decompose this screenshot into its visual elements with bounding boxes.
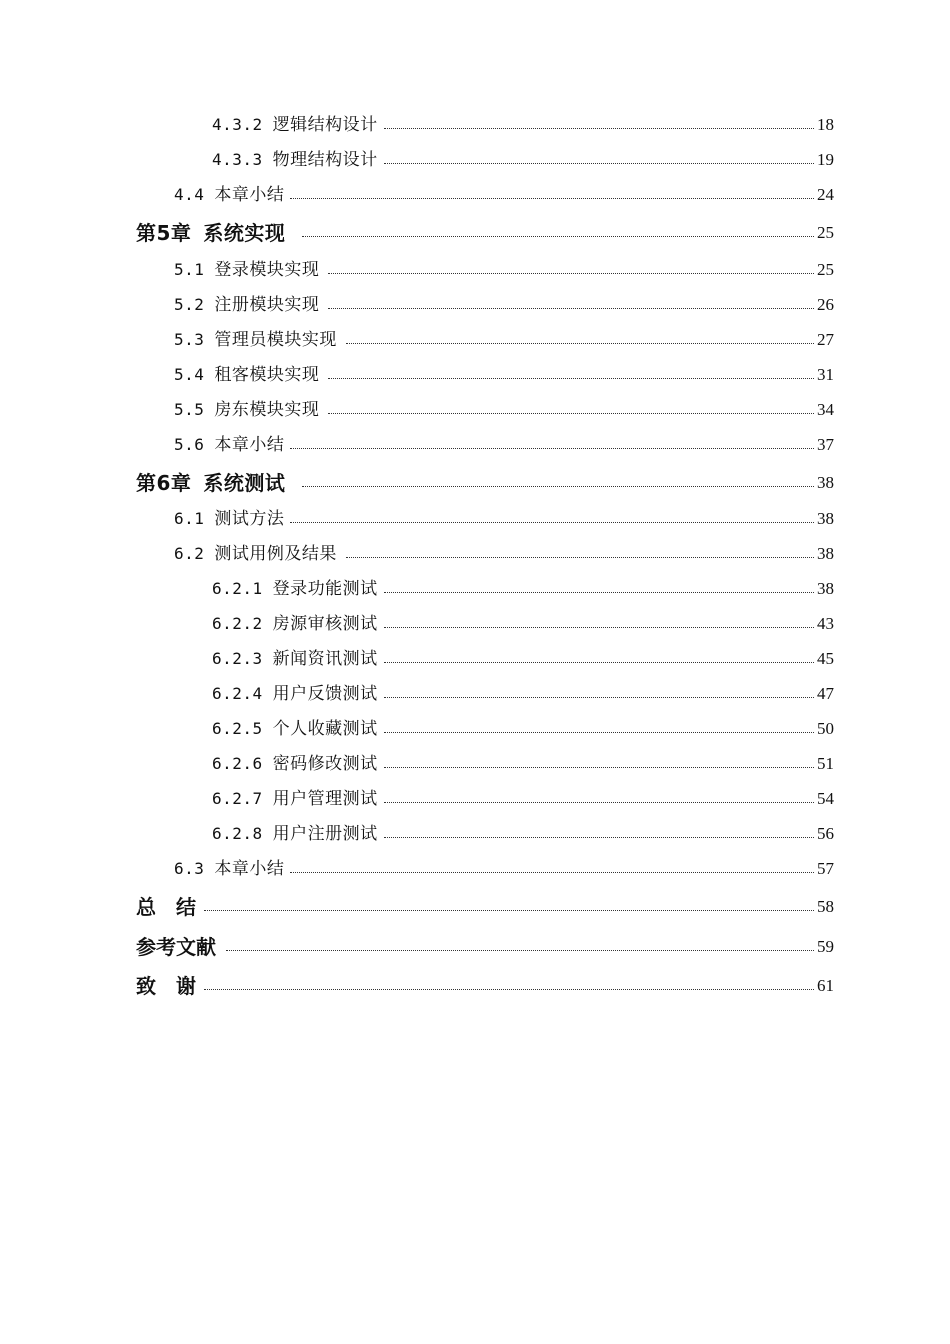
toc-entry-4-3-3[interactable] <box>0 145 950 175</box>
page-number: 31 <box>817 360 834 390</box>
toc-entry-6-2-7[interactable] <box>0 784 950 814</box>
page-number: 54 <box>817 784 834 814</box>
page-number: 18 <box>817 110 834 140</box>
dot-leader <box>328 308 814 309</box>
entry-number: 6.2.8 <box>212 824 263 843</box>
entry-title: 本章小结 <box>214 859 285 879</box>
entry-number: 第6章 <box>136 471 192 495</box>
toc-entry-6-1[interactable] <box>0 504 950 534</box>
entry-title: 密码修改测试 <box>272 754 378 774</box>
dot-leader <box>384 163 814 164</box>
entry-number: 5.1 <box>174 260 205 279</box>
page-number: 19 <box>817 145 834 175</box>
toc-entry-4-3-2[interactable] <box>0 110 950 140</box>
toc-entry-6-2-4[interactable] <box>0 679 950 709</box>
entry-title: 登录功能测试 <box>272 579 378 599</box>
page-number: 38 <box>817 504 834 534</box>
dot-leader <box>384 837 814 838</box>
entry-title: 房东模块实现 <box>214 400 320 420</box>
page-number: 58 <box>817 892 834 922</box>
page-number: 34 <box>817 395 834 425</box>
entry-title: 用户管理测试 <box>272 789 378 809</box>
dot-leader <box>290 872 814 873</box>
entry-title: 租客模块实现 <box>214 365 320 385</box>
dot-leader <box>384 592 814 593</box>
page-number: 27 <box>817 325 834 355</box>
dot-leader <box>384 128 814 129</box>
entry-number: 6.2.3 <box>212 649 263 668</box>
entry-number: 6.2.2 <box>212 614 263 633</box>
entry-title: 逻辑结构设计 <box>272 115 378 135</box>
page-number: 25 <box>817 255 834 285</box>
toc-entry-5-1[interactable] <box>0 255 950 285</box>
entry-title: 注册模块实现 <box>214 295 320 315</box>
dot-leader <box>204 989 814 990</box>
entry-number: 6.3 <box>174 859 205 878</box>
entry-number: 4.3.3 <box>212 150 263 169</box>
entry-title: 系统测试 <box>203 471 286 495</box>
entry-number: 第5章 <box>136 221 192 245</box>
dot-leader <box>384 662 814 663</box>
dot-leader <box>290 198 814 199</box>
dot-leader <box>384 697 814 698</box>
entry-title: 物理结构设计 <box>272 150 378 170</box>
dot-leader <box>346 557 814 558</box>
toc-entry-6-3[interactable] <box>0 854 950 884</box>
toc-entry-5-4[interactable] <box>0 360 950 390</box>
entry-number: 4.3.2 <box>212 115 263 134</box>
toc-entry-chapter-6[interactable] <box>0 468 950 498</box>
toc-entry-6-2-2[interactable] <box>0 609 950 639</box>
dot-leader <box>328 273 814 274</box>
entry-title: 房源审核测试 <box>272 614 378 634</box>
page-number: 57 <box>817 854 834 884</box>
dot-leader <box>328 413 814 414</box>
entry-title: 测试用例及结果 <box>214 544 337 564</box>
page-number: 56 <box>817 819 834 849</box>
entry-number: 6.2 <box>174 544 205 563</box>
page-number: 26 <box>817 290 834 320</box>
entry-title: 管理员模块实现 <box>214 330 337 350</box>
page-number: 47 <box>817 679 834 709</box>
entry-title: 个人收藏测试 <box>272 719 378 739</box>
page-number: 24 <box>817 180 834 210</box>
toc-entry-summary[interactable] <box>0 892 950 922</box>
page-number: 43 <box>817 609 834 639</box>
toc-entry-6-2-3[interactable] <box>0 644 950 674</box>
dot-leader <box>204 910 814 911</box>
dot-leader <box>290 448 814 449</box>
entry-title: 本章小结 <box>214 435 285 455</box>
entry-title: 总 结 <box>136 895 196 919</box>
dot-leader <box>226 950 814 951</box>
entry-title: 新闻资讯测试 <box>272 649 378 669</box>
toc-entry-6-2[interactable] <box>0 539 950 569</box>
page-number: 38 <box>817 574 834 604</box>
dot-leader <box>302 236 814 237</box>
entry-title: 用户反馈测试 <box>272 684 378 704</box>
toc-entry-5-3[interactable] <box>0 325 950 355</box>
toc-entry-5-5[interactable] <box>0 395 950 425</box>
dot-leader <box>302 486 814 487</box>
toc-entry-6-2-5[interactable] <box>0 714 950 744</box>
entry-title: 用户注册测试 <box>272 824 378 844</box>
dot-leader <box>328 378 814 379</box>
page-number: 51 <box>817 749 834 779</box>
toc-entry-6-2-6[interactable] <box>0 749 950 779</box>
entry-number: 5.3 <box>174 330 205 349</box>
page-number: 45 <box>817 644 834 674</box>
toc-entry-acknowledgements[interactable] <box>0 971 950 1001</box>
entry-number: 5.4 <box>174 365 205 384</box>
entry-number: 5.5 <box>174 400 205 419</box>
entry-title: 测试方法 <box>214 509 285 529</box>
entry-title: 致 谢 <box>136 974 196 998</box>
page-number: 59 <box>817 932 834 962</box>
entry-number: 6.2.5 <box>212 719 263 738</box>
page-number: 25 <box>817 218 834 248</box>
dot-leader <box>384 732 814 733</box>
entry-title: 参考文献 <box>136 935 216 959</box>
entry-title: 登录模块实现 <box>214 260 320 280</box>
entry-number: 6.2.4 <box>212 684 263 703</box>
toc-entry-6-2-1[interactable] <box>0 574 950 604</box>
entry-title: 本章小结 <box>214 185 285 205</box>
dot-leader <box>290 522 814 523</box>
entry-number: 4.4 <box>174 185 205 204</box>
entry-number: 6.2.1 <box>212 579 263 598</box>
page-number: 37 <box>817 430 834 460</box>
toc-entry-chapter-5[interactable] <box>0 218 950 248</box>
entry-number: 5.2 <box>174 295 205 314</box>
toc-entry-4-4[interactable] <box>0 180 950 210</box>
entry-number: 5.6 <box>174 435 205 454</box>
entry-number: 6.2.6 <box>212 754 263 773</box>
page-number: 61 <box>817 971 834 1001</box>
page-number: 50 <box>817 714 834 744</box>
entry-number: 6.1 <box>174 509 205 528</box>
dot-leader <box>384 627 814 628</box>
entry-number: 6.2.7 <box>212 789 263 808</box>
dot-leader <box>346 343 814 344</box>
dot-leader <box>384 767 814 768</box>
toc-entry-6-2-8[interactable] <box>0 819 950 849</box>
page-number: 38 <box>817 468 834 498</box>
toc-entry-references[interactable] <box>0 932 950 962</box>
toc-entry-5-2[interactable] <box>0 290 950 320</box>
toc-entry-5-6[interactable] <box>0 430 950 460</box>
page-number: 38 <box>817 539 834 569</box>
dot-leader <box>384 802 814 803</box>
entry-title: 系统实现 <box>203 221 286 245</box>
